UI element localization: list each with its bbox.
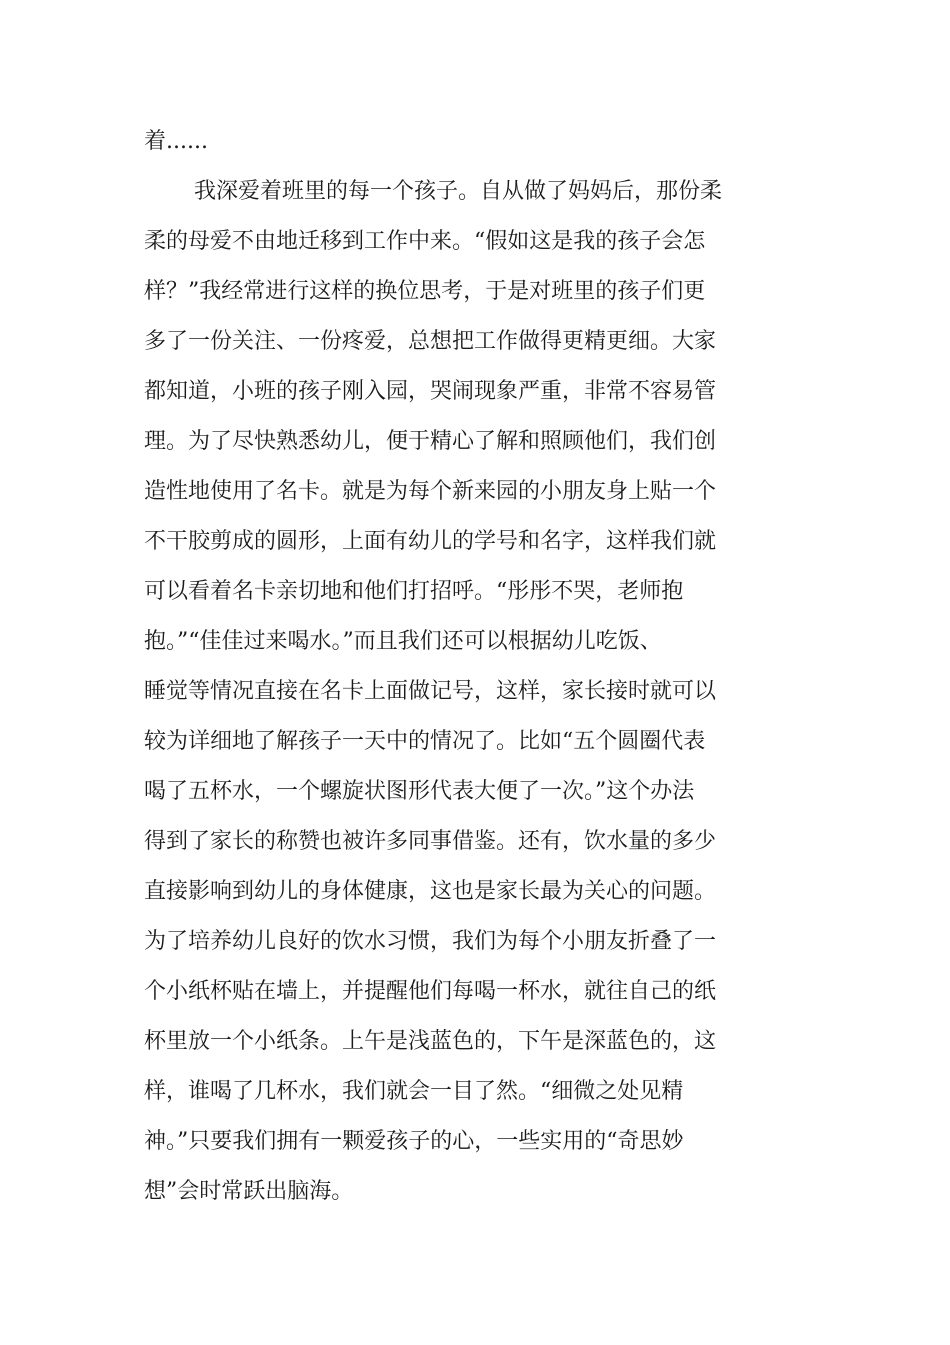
- text-line: 样？”我经常进行这样的换位思考，于是对班里的孩子们更: [144, 279, 706, 304]
- text-line: 为了培养幼儿良好的饮水习惯，我们为每个小朋友折叠了一: [144, 929, 717, 954]
- text-line: 理。为了尽快熟悉幼儿，便于精心了解和照顾他们，我们创: [144, 429, 717, 454]
- text-line: 造性地使用了名卡。就是为每个新来园的小朋友身上贴一个: [144, 479, 717, 504]
- text-line: 都知道，小班的孩子刚入园，哭闹现象严重，非常不容易管: [144, 379, 717, 404]
- text-line: 样，谁喝了几杯水，我们就会一目了然。“细微之处见精: [144, 1079, 684, 1104]
- text-line: 抱。”“佳佳过来喝水。”而且我们还可以根据幼儿吃饭、: [144, 629, 662, 654]
- text-line: 喝了五杯水，一个螺旋状图形代表大便了一次。”这个办法: [144, 779, 695, 804]
- text-line: 神。”只要我们拥有一颗爱孩子的心，一些实用的“奇思妙: [144, 1129, 684, 1154]
- text-line: 直接影响到幼儿的身体健康，这也是家长最为关心的问题。: [144, 879, 717, 904]
- text-line: 可以看着名卡亲切地和他们打招呼。“彤彤不哭，老师抱: [144, 579, 684, 604]
- body-text: [144, 117, 754, 1217]
- text-line: 杯里放一个小纸条。上午是浅蓝色的，下午是深蓝色的，这: [144, 1029, 717, 1054]
- text-line: 着......: [144, 129, 208, 154]
- text-line: 个小纸杯贴在墙上，并提醒他们每喝一杯水，就往自己的纸: [144, 979, 717, 1004]
- text-line: 得到了家长的称赞也被许多同事借鉴。还有，饮水量的多少: [144, 829, 717, 854]
- text-line: 柔的母爱不由地迁移到工作中来。“假如这是我的孩子会怎: [144, 229, 706, 254]
- text-line: 想”会时常跃出脑海。: [144, 1179, 354, 1204]
- text-line: 不干胶剪成的圆形，上面有幼儿的学号和名字，这样我们就: [144, 529, 717, 554]
- text-line: 多了一份关注、一份疼爱，总想把工作做得更精更细。大家: [144, 329, 717, 354]
- text-line: 较为详细地了解孩子一天中的情况了。比如“五个圆圈代表: [144, 729, 706, 754]
- text-line: 睡觉等情况直接在名卡上面做记号，这样，家长接时就可以: [144, 679, 717, 704]
- paragraph-start-line: 我深爱着班里的每一个孩子。自从做了妈妈后，那份柔: [194, 179, 723, 204]
